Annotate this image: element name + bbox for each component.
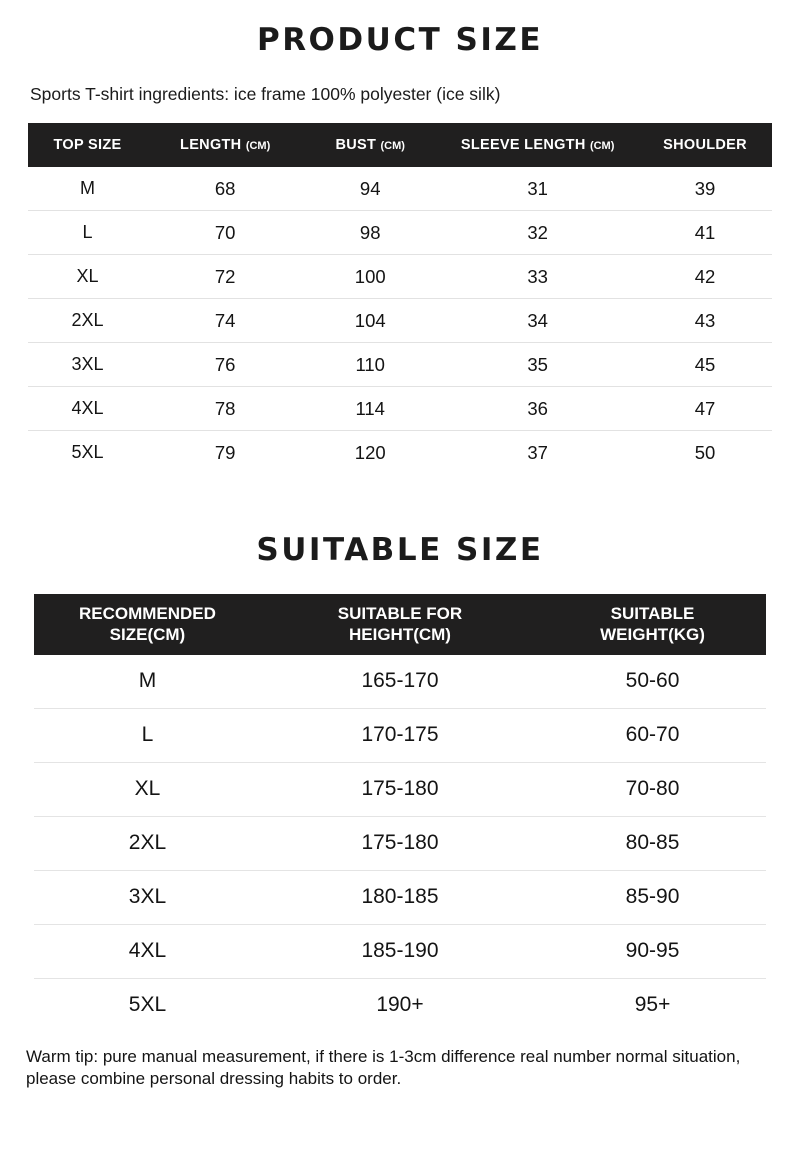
column-header-line2: WEIGHT(KG) — [600, 625, 705, 645]
cell-length: 76 — [147, 343, 303, 387]
cell-weight: 50-60 — [539, 655, 766, 709]
table-row — [34, 708, 766, 762]
suitable-size-table-wrapper — [0, 594, 800, 1032]
table-row — [34, 816, 766, 870]
column-header-label: SLEEVE LENGTH — [460, 137, 586, 153]
table-row — [28, 343, 772, 387]
cell-length: 68 — [147, 167, 303, 211]
cell-size: 3XL — [28, 343, 147, 387]
cell-weight: 80-85 — [539, 816, 766, 870]
cell-shoulder: 47 — [638, 387, 772, 431]
cell-sleeve: 37 — [527, 441, 548, 463]
cell-sleeve: 32 — [437, 211, 638, 255]
cell-size: XL — [34, 762, 261, 816]
column-header-label: LENGTH — [180, 137, 242, 153]
column-header-length — [147, 123, 303, 167]
column-header-suitable-height — [261, 594, 539, 655]
cell-size: 4XL — [34, 924, 261, 978]
cell-weight: 70-80 — [539, 762, 766, 816]
page-title-product-size: PRODUCT SIZE — [256, 22, 544, 58]
product-size-table-header — [28, 123, 772, 167]
table-header-row — [34, 594, 766, 655]
warm-tip-text: Warm tip: pure manual measurement, if there is 1-3cm difference real number normal situation, please combine personal dressing habits to order. — [26, 1046, 741, 1088]
cell-weight: 95+ — [634, 993, 671, 1016]
cell-weight: 60-70 — [539, 708, 766, 762]
suitable-size-table-body — [34, 655, 766, 1032]
product-size-table — [28, 123, 772, 474]
cell-size: L — [34, 708, 261, 762]
cell-bust: 120 — [354, 441, 386, 463]
product-size-table-body — [28, 167, 772, 474]
table-row — [28, 431, 772, 475]
column-header-line1: RECOMMENDED — [78, 604, 216, 623]
cell-weight: 85-90 — [539, 870, 766, 924]
column-header-unit: (CM) — [380, 140, 405, 152]
column-header-unit: (CM) — [589, 140, 615, 152]
suitable-size-table-header — [34, 594, 766, 655]
cell-height: 175-180 — [261, 816, 539, 870]
table-row — [28, 167, 772, 211]
table-row — [34, 762, 766, 816]
column-header-sleeve-length — [437, 123, 638, 167]
cell-sleeve: 36 — [437, 387, 638, 431]
cell-length: 78 — [147, 387, 303, 431]
cell-length: 70 — [147, 211, 303, 255]
cell-shoulder: 45 — [638, 343, 772, 387]
cell-height: 175-180 — [261, 762, 539, 816]
cell-bust: 110 — [303, 343, 437, 387]
suitable-size-table — [34, 594, 766, 1032]
cell-size: 2XL — [34, 816, 261, 870]
cell-size: 3XL — [34, 870, 261, 924]
column-header-label: BUST — [335, 137, 377, 153]
cell-height: 180-185 — [261, 870, 539, 924]
table-row — [28, 211, 772, 255]
cell-size: XL — [28, 255, 147, 299]
table-header-row — [28, 123, 772, 167]
column-header-suitable-weight — [539, 594, 766, 655]
cell-length: 74 — [147, 299, 303, 343]
cell-sleeve: 34 — [437, 299, 638, 343]
cell-length: 72 — [147, 255, 303, 299]
column-header-line2: SIZE(CM) — [109, 625, 186, 645]
cell-size: M — [34, 655, 261, 709]
table-row — [34, 924, 766, 978]
cell-shoulder: 42 — [638, 255, 772, 299]
column-header-unit: (CM) — [245, 140, 271, 152]
table-row — [28, 387, 772, 431]
table-row — [34, 870, 766, 924]
cell-size: L — [28, 211, 147, 255]
product-size-table-wrapper — [0, 123, 800, 474]
page-title-suitable-size: SUITABLE SIZE — [256, 532, 544, 568]
column-header-top-size — [28, 123, 147, 167]
cell-bust: 104 — [303, 299, 437, 343]
column-header-recommended-size — [34, 594, 261, 655]
table-row — [34, 978, 766, 1032]
column-header-label: TOP SIZE — [53, 137, 122, 153]
column-header-line1: SUITABLE — [610, 604, 695, 623]
cell-sleeve: 31 — [437, 167, 638, 211]
cell-bust: 98 — [303, 211, 437, 255]
cell-shoulder: 50 — [694, 441, 716, 463]
cell-bust: 94 — [303, 167, 437, 211]
cell-shoulder: 43 — [638, 299, 772, 343]
cell-bust: 114 — [303, 387, 437, 431]
column-header-line1: SUITABLE FOR — [337, 604, 463, 623]
cell-sleeve: 35 — [437, 343, 638, 387]
ingredients-text: Sports T-shirt ingredients: ice frame 100% polyester (ice silk) — [30, 84, 501, 104]
cell-height: 170-175 — [261, 708, 539, 762]
cell-size: 4XL — [28, 387, 147, 431]
table-row — [28, 299, 772, 343]
column-header-bust — [303, 123, 437, 167]
cell-size: 5XL — [128, 993, 167, 1016]
column-header-line2: HEIGHT(CM) — [348, 625, 451, 645]
cell-length: 79 — [214, 441, 236, 463]
cell-shoulder: 41 — [638, 211, 772, 255]
cell-size: 5XL — [71, 442, 104, 462]
cell-shoulder: 39 — [638, 167, 772, 211]
cell-size: 2XL — [28, 299, 147, 343]
column-header-shoulder — [638, 123, 772, 167]
table-row — [34, 655, 766, 709]
cell-sleeve: 33 — [437, 255, 638, 299]
cell-height: 185-190 — [261, 924, 539, 978]
cell-size: M — [28, 167, 147, 211]
cell-bust: 100 — [303, 255, 437, 299]
cell-weight: 90-95 — [539, 924, 766, 978]
cell-height: 165-170 — [261, 655, 539, 709]
cell-height: 190+ — [376, 993, 424, 1016]
table-row — [28, 255, 772, 299]
column-header-label: SHOULDER — [663, 137, 747, 153]
